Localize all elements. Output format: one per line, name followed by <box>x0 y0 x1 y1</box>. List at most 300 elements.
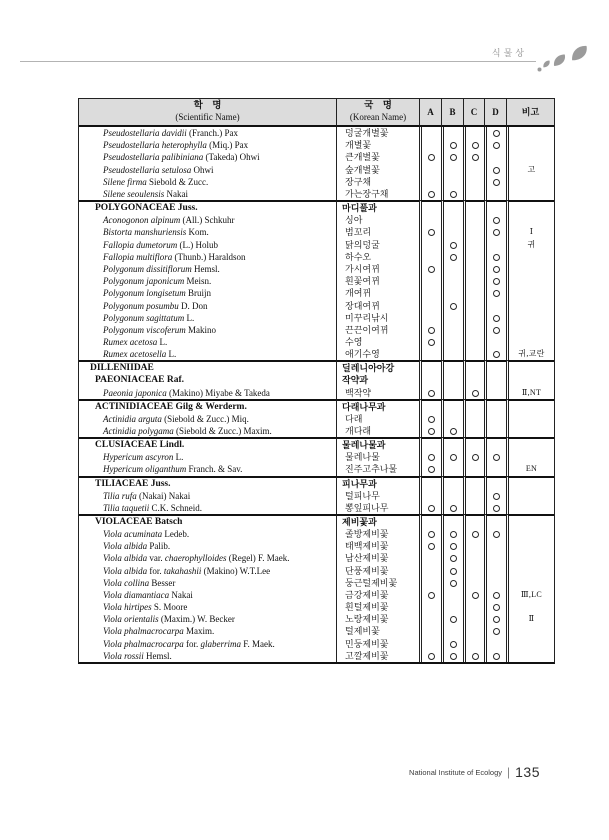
korean-name-cell: 둥근털제비꽃 <box>336 577 419 589</box>
survey-mark-cell-a <box>419 650 441 662</box>
survey-mark-cell-b <box>441 387 463 399</box>
scientific-name-italic: Viola collina <box>103 577 150 588</box>
table-row <box>79 564 554 576</box>
survey-mark-cell-d <box>484 490 506 502</box>
korean-name-cell: 닭의덩굴 <box>336 239 419 251</box>
survey-mark-cell-a <box>419 601 441 613</box>
scientific-name-italic: Silene seoulensis <box>103 189 165 200</box>
scientific-name-roman: (L.) Holub <box>177 239 218 250</box>
survey-mark-cell-b <box>441 437 463 451</box>
note-cell <box>506 263 554 275</box>
survey-mark-cell-c <box>463 360 484 374</box>
survey-mark-cell-b <box>441 312 463 324</box>
survey-mark-cell-c <box>463 514 484 528</box>
survey-mark-cell-d <box>484 374 506 386</box>
scientific-name-italic: Pseudostellaria heterophylla <box>103 140 207 151</box>
table-row <box>79 451 554 463</box>
survey-mark-cell-b <box>441 514 463 528</box>
survey-mark-cell-a <box>419 540 441 552</box>
scientific-name-roman: Ohwi <box>191 164 214 175</box>
table-row <box>79 399 554 413</box>
presence-circle-icon <box>428 466 435 473</box>
scientific-name-italic: Viola albida <box>103 565 148 576</box>
survey-mark-cell-d <box>484 324 506 336</box>
scientific-name-cell <box>79 226 336 238</box>
survey-mark-cell-b <box>441 589 463 601</box>
scientific-name-roman: L. <box>166 349 177 360</box>
scientific-name-italic: Polygonum sagittatum <box>103 312 185 323</box>
survey-mark-cell-c <box>463 451 484 463</box>
survey-mark-cell-d <box>484 638 506 650</box>
survey-mark-cell-c <box>463 324 484 336</box>
presence-circle-icon <box>450 580 457 587</box>
survey-mark-cell-c <box>463 413 484 425</box>
survey-mark-cell-a <box>419 336 441 348</box>
survey-mark-cell-b <box>441 490 463 502</box>
scientific-name-roman: Palib. <box>147 541 171 552</box>
scientific-name-italic: Rumex acetosa <box>103 337 158 348</box>
survey-mark-cell-b <box>441 463 463 475</box>
presence-circle-icon <box>450 616 457 623</box>
note-cell <box>506 577 554 589</box>
table-row <box>79 650 554 662</box>
survey-mark-cell-d <box>484 552 506 564</box>
korean-name-cell: 작약과 <box>336 374 419 386</box>
korean-name-cell: 털제비꽃 <box>336 625 419 637</box>
survey-mark-cell-d <box>484 413 506 425</box>
survey-mark-cell-c <box>463 151 484 163</box>
survey-mark-cell-c <box>463 540 484 552</box>
note-cell: 귀 <box>506 239 554 251</box>
scientific-name-italic: Viola orientalis <box>103 614 159 625</box>
survey-mark-cell-b <box>441 601 463 613</box>
scientific-name-roman: Nakai <box>169 589 193 600</box>
korean-name-cell: 제비꽃과 <box>336 514 419 528</box>
korean-name-cell: 물레나물과 <box>336 437 419 451</box>
presence-circle-icon <box>493 142 500 149</box>
presence-circle-icon <box>428 266 435 273</box>
presence-circle-icon <box>428 327 435 334</box>
table-row <box>79 312 554 324</box>
scientific-name-cell <box>79 528 336 540</box>
note-cell <box>506 552 554 564</box>
table-row <box>79 601 554 613</box>
korean-name-cell: 고깔제비꽃 <box>336 650 419 662</box>
scientific-name-cell <box>79 577 336 589</box>
table-row <box>79 514 554 528</box>
korean-name-cell: 딜레니아아강 <box>336 360 419 374</box>
table-row <box>79 127 554 139</box>
survey-mark-cell-a <box>419 564 441 576</box>
survey-mark-cell-a <box>419 324 441 336</box>
note-cell <box>506 476 554 490</box>
scientific-name-italic: Fallopia dumetorum <box>103 239 178 250</box>
scientific-name-roman: (Siebold & Zucc.) Miq. <box>161 413 249 424</box>
survey-mark-cell-a <box>419 263 441 275</box>
survey-mark-cell-d <box>484 336 506 348</box>
page-header-label: 식물상 <box>491 48 527 58</box>
presence-circle-icon <box>493 167 500 174</box>
scientific-name-italic: Pseudostellaria davidii <box>103 128 187 139</box>
table-row <box>79 287 554 299</box>
scientific-name-cell <box>79 601 336 613</box>
survey-mark-cell-a <box>419 577 441 589</box>
scientific-name-italic: Aconogonon alpinum <box>103 215 181 226</box>
survey-mark-cell-c <box>463 650 484 662</box>
scientific-name-roman: L. <box>157 337 168 348</box>
footer-separator: | <box>507 765 510 779</box>
scientific-name-cell <box>79 650 336 662</box>
table-row <box>79 528 554 540</box>
scientific-name-roman: Franch. & Sav. <box>186 464 243 475</box>
scientific-name-roman: Maxim. <box>183 626 215 637</box>
presence-circle-icon <box>472 154 479 161</box>
korean-name-cell: 노랑제비꽃 <box>336 613 419 625</box>
survey-mark-cell-b <box>441 263 463 275</box>
scientific-name-cell <box>79 287 336 299</box>
scientific-name-cell <box>79 552 336 564</box>
survey-mark-cell-c <box>463 200 484 214</box>
survey-mark-cell-d <box>484 287 506 299</box>
scientific-name-italic: Pseudostellaria palibiniana <box>103 152 204 163</box>
presence-circle-icon <box>450 454 457 461</box>
korean-name-cell: 물레나물 <box>336 451 419 463</box>
presence-circle-icon <box>472 531 479 538</box>
survey-mark-cell-d <box>484 613 506 625</box>
note-cell <box>506 451 554 463</box>
note-cell <box>506 625 554 637</box>
scientific-name-roman: for. <box>183 638 201 649</box>
survey-mark-cell-d <box>484 589 506 601</box>
scientific-name-cell <box>79 564 336 576</box>
korean-name-cell: 백작약 <box>336 387 419 399</box>
survey-mark-cell-a <box>419 514 441 528</box>
presence-circle-icon <box>450 653 457 660</box>
presence-circle-icon <box>472 142 479 149</box>
note-cell <box>506 502 554 514</box>
presence-circle-icon <box>493 531 500 538</box>
survey-mark-cell-d <box>484 502 506 514</box>
table-row <box>79 425 554 437</box>
survey-mark-cell-a <box>419 348 441 360</box>
survey-mark-cell-b <box>441 413 463 425</box>
survey-mark-cell-c <box>463 275 484 287</box>
scientific-name-cell <box>79 540 336 552</box>
survey-mark-cell-a <box>419 613 441 625</box>
survey-mark-cell-c <box>463 528 484 540</box>
presence-circle-icon <box>472 390 479 397</box>
table-row <box>79 490 554 502</box>
survey-mark-cell-a <box>419 151 441 163</box>
korean-name-cell: 다래나무과 <box>336 399 419 413</box>
note-cell <box>506 299 554 311</box>
table-row <box>79 476 554 490</box>
survey-mark-cell-d <box>484 387 506 399</box>
survey-mark-cell-c <box>463 552 484 564</box>
survey-mark-cell-d <box>484 514 506 528</box>
survey-mark-cell-b <box>441 577 463 589</box>
survey-mark-cell-b <box>441 564 463 576</box>
flora-table-header <box>79 99 554 127</box>
presence-circle-icon <box>493 179 500 186</box>
survey-mark-cell-b <box>441 139 463 151</box>
korean-name-cell: 남산제비꽃 <box>336 552 419 564</box>
note-cell <box>506 200 554 214</box>
korean-name-cell: 하수오 <box>336 251 419 263</box>
survey-mark-cell-b <box>441 251 463 263</box>
presence-circle-icon <box>428 428 435 435</box>
header-note: 비고 <box>506 99 554 127</box>
korean-name-cell: 흰꽃여뀌 <box>336 275 419 287</box>
survey-mark-cell-d <box>484 188 506 200</box>
note-cell <box>506 151 554 163</box>
survey-mark-cell-c <box>463 625 484 637</box>
note-cell <box>506 312 554 324</box>
scientific-name-italic: Actinidia arguta <box>103 413 162 424</box>
scientific-name-roman: (Siebold & Zucc.) Maxim. <box>173 426 272 437</box>
scientific-name-roman: Siebold & Zucc. <box>146 176 209 187</box>
scientific-name-roman: ACTINIDIACEAE Gilg & Werderm. <box>95 401 247 412</box>
presence-circle-icon <box>428 653 435 660</box>
survey-mark-cell-b <box>441 299 463 311</box>
note-cell <box>506 528 554 540</box>
scientific-name-italic: Viola hirtipes <box>103 602 152 613</box>
korean-name-cell: 범꼬리 <box>336 226 419 238</box>
scientific-name-cell <box>79 151 336 163</box>
survey-mark-cell-b <box>441 638 463 650</box>
header-col-d: D <box>484 99 506 127</box>
survey-mark-cell-a <box>419 360 441 374</box>
survey-mark-cell-a <box>419 251 441 263</box>
scientific-name-italic: Actinidia polygama <box>103 426 174 437</box>
presence-circle-icon <box>428 339 435 346</box>
survey-mark-cell-c <box>463 564 484 576</box>
survey-mark-cell-a <box>419 425 441 437</box>
presence-circle-icon <box>450 242 457 249</box>
table-row <box>79 463 554 475</box>
survey-mark-cell-a <box>419 239 441 251</box>
scientific-name-roman: (Regel) F. Maek. <box>226 553 290 564</box>
survey-mark-cell-b <box>441 476 463 490</box>
presence-circle-icon <box>450 303 457 310</box>
note-cell <box>506 399 554 413</box>
survey-mark-cell-d <box>484 437 506 451</box>
scientific-name-roman: POLYGONACEAE Juss. <box>95 203 198 214</box>
scientific-name-roman: (Nakai) Nakai <box>136 490 191 501</box>
presence-circle-icon <box>493 653 500 660</box>
survey-mark-cell-b <box>441 348 463 360</box>
note-cell <box>506 650 554 662</box>
survey-mark-cell-d <box>484 425 506 437</box>
survey-mark-cell-c <box>463 336 484 348</box>
survey-mark-cell-d <box>484 200 506 214</box>
survey-mark-cell-c <box>463 437 484 451</box>
note-cell: 고 <box>506 164 554 176</box>
scientific-name-italic: Polygonum viscoferum <box>103 324 186 335</box>
presence-circle-icon <box>428 191 435 198</box>
table-row <box>79 413 554 425</box>
survey-mark-cell-b <box>441 650 463 662</box>
korean-name-cell: 싱아 <box>336 214 419 226</box>
header-row <box>79 99 554 127</box>
survey-mark-cell-b <box>441 625 463 637</box>
scientific-name-roman: Kom. <box>186 227 209 238</box>
korean-name-cell: 태백제비꽃 <box>336 540 419 552</box>
header-scientific-name-ko: 학 명 <box>193 100 222 111</box>
presence-circle-icon <box>493 278 500 285</box>
scientific-name-cell <box>79 425 336 437</box>
korean-name-cell: 장대여뀌 <box>336 299 419 311</box>
presence-circle-icon <box>428 390 435 397</box>
survey-mark-cell-a <box>419 275 441 287</box>
presence-circle-icon <box>493 254 500 261</box>
scientific-name-roman: Besser <box>149 577 176 588</box>
scientific-name-italic: Hypericum oliganthum <box>103 464 187 475</box>
korean-name-cell: 숲개별꽃 <box>336 164 419 176</box>
presence-circle-icon <box>450 428 457 435</box>
scientific-name-italic: Viola albida <box>103 541 148 552</box>
korean-name-cell: 흰털제비꽃 <box>336 601 419 613</box>
survey-mark-cell-d <box>484 399 506 413</box>
scientific-name-roman: C.K. Schneid. <box>149 502 203 513</box>
scientific-name-italic: Viola rossii <box>103 650 144 661</box>
scientific-name-italic: Tilia rufa <box>103 490 137 501</box>
presence-circle-icon <box>450 505 457 512</box>
note-cell <box>506 540 554 552</box>
survey-mark-cell-b <box>441 374 463 386</box>
presence-circle-icon <box>493 505 500 512</box>
scientific-name-italic: Polygonum dissitiflorum <box>103 263 192 274</box>
scientific-name-roman: L. <box>184 312 195 323</box>
leaf-ornament-icon <box>536 45 590 78</box>
survey-mark-cell-c <box>463 399 484 413</box>
scientific-name-cell <box>79 374 336 386</box>
note-cell <box>506 324 554 336</box>
scientific-name-cell <box>79 139 336 151</box>
table-row <box>79 324 554 336</box>
note-cell: EN <box>506 463 554 475</box>
survey-mark-cell-b <box>441 502 463 514</box>
table-row <box>79 552 554 564</box>
presence-circle-icon <box>493 229 500 236</box>
presence-circle-icon <box>450 191 457 198</box>
scientific-name-italic: Viola diamantiaca <box>103 589 170 600</box>
survey-mark-cell-b <box>441 188 463 200</box>
presence-circle-icon <box>493 616 500 623</box>
scientific-name-roman: Hemsl. <box>143 650 172 661</box>
korean-name-cell: 큰개별꽃 <box>336 151 419 163</box>
korean-name-cell: 미꾸리낚시 <box>336 312 419 324</box>
korean-name-cell: 장구채 <box>336 176 419 188</box>
table-row <box>79 638 554 650</box>
scientific-name-roman: (Makino) Miyabe & Takeda <box>166 387 270 398</box>
header-korean-name-ko: 국 명 <box>364 100 392 111</box>
scientific-name-cell <box>79 638 336 650</box>
scientific-name-cell <box>79 275 336 287</box>
presence-circle-icon <box>428 592 435 599</box>
scientific-name-roman: Nakai <box>164 189 188 200</box>
scientific-name-cell <box>79 502 336 514</box>
survey-mark-cell-c <box>463 127 484 139</box>
scientific-name-cell <box>79 164 336 176</box>
note-cell <box>506 490 554 502</box>
korean-name-cell: 뽕잎피나무 <box>336 502 419 514</box>
scientific-name-cell <box>79 348 336 360</box>
scientific-name-roman: var. <box>147 553 165 564</box>
note-cell <box>506 127 554 139</box>
presence-circle-icon <box>428 454 435 461</box>
survey-mark-cell-d <box>484 275 506 287</box>
header-col-c: C <box>463 99 484 127</box>
survey-mark-cell-b <box>441 613 463 625</box>
survey-mark-cell-b <box>441 164 463 176</box>
scientific-name-italic: Viola acuminata <box>103 528 163 539</box>
survey-mark-cell-b <box>441 275 463 287</box>
table-row <box>79 151 554 163</box>
scientific-name-italic: Fallopia multiflora <box>103 251 173 262</box>
scientific-name-cell <box>79 312 336 324</box>
presence-circle-icon <box>493 604 500 611</box>
header-col-b: B <box>441 99 463 127</box>
scientific-name-italic: Polygonum longisetum <box>103 288 186 299</box>
survey-mark-cell-a <box>419 552 441 564</box>
header-korean-name-en: (Korean Name) <box>349 112 407 123</box>
survey-mark-cell-a <box>419 413 441 425</box>
scientific-name-italic: Polygonum posumbu <box>103 300 179 311</box>
scientific-name-roman: VIOLACEAE Batsch <box>95 516 183 527</box>
survey-mark-cell-b <box>441 127 463 139</box>
scientific-name-cell <box>79 176 336 188</box>
presence-circle-icon <box>450 568 457 575</box>
korean-name-cell: 개별꽃 <box>336 139 419 151</box>
survey-mark-cell-c <box>463 164 484 176</box>
scientific-name-roman: F. Maek. <box>241 638 275 649</box>
survey-mark-cell-a <box>419 176 441 188</box>
survey-mark-cell-a <box>419 589 441 601</box>
korean-name-cell: 진주고추나물 <box>336 463 419 475</box>
survey-mark-cell-d <box>484 463 506 475</box>
presence-circle-icon <box>450 641 457 648</box>
header-scientific-name-en: (Scientific Name) <box>175 112 240 123</box>
survey-mark-cell-a <box>419 502 441 514</box>
korean-name-cell: 다래 <box>336 413 419 425</box>
survey-mark-cell-a <box>419 200 441 214</box>
presence-circle-icon <box>493 493 500 500</box>
presence-circle-icon <box>450 531 457 538</box>
survey-mark-cell-a <box>419 214 441 226</box>
survey-mark-cell-c <box>463 251 484 263</box>
scientific-name-cell <box>79 625 336 637</box>
survey-mark-cell-c <box>463 387 484 399</box>
survey-mark-cell-c <box>463 188 484 200</box>
survey-mark-cell-c <box>463 263 484 275</box>
survey-mark-cell-d <box>484 164 506 176</box>
korean-name-cell: 수영 <box>336 336 419 348</box>
table-row <box>79 540 554 552</box>
survey-mark-cell-a <box>419 139 441 151</box>
survey-mark-cell-a <box>419 476 441 490</box>
survey-mark-cell-d <box>484 540 506 552</box>
table-row <box>79 360 554 374</box>
survey-mark-cell-b <box>441 200 463 214</box>
survey-mark-cell-c <box>463 176 484 188</box>
table-row <box>79 348 554 360</box>
survey-mark-cell-b <box>441 239 463 251</box>
korean-name-cell: 단풍제비꽃 <box>336 564 419 576</box>
presence-circle-icon <box>450 142 457 149</box>
note-cell <box>506 275 554 287</box>
korean-name-cell: 금강제비꽃 <box>336 589 419 601</box>
